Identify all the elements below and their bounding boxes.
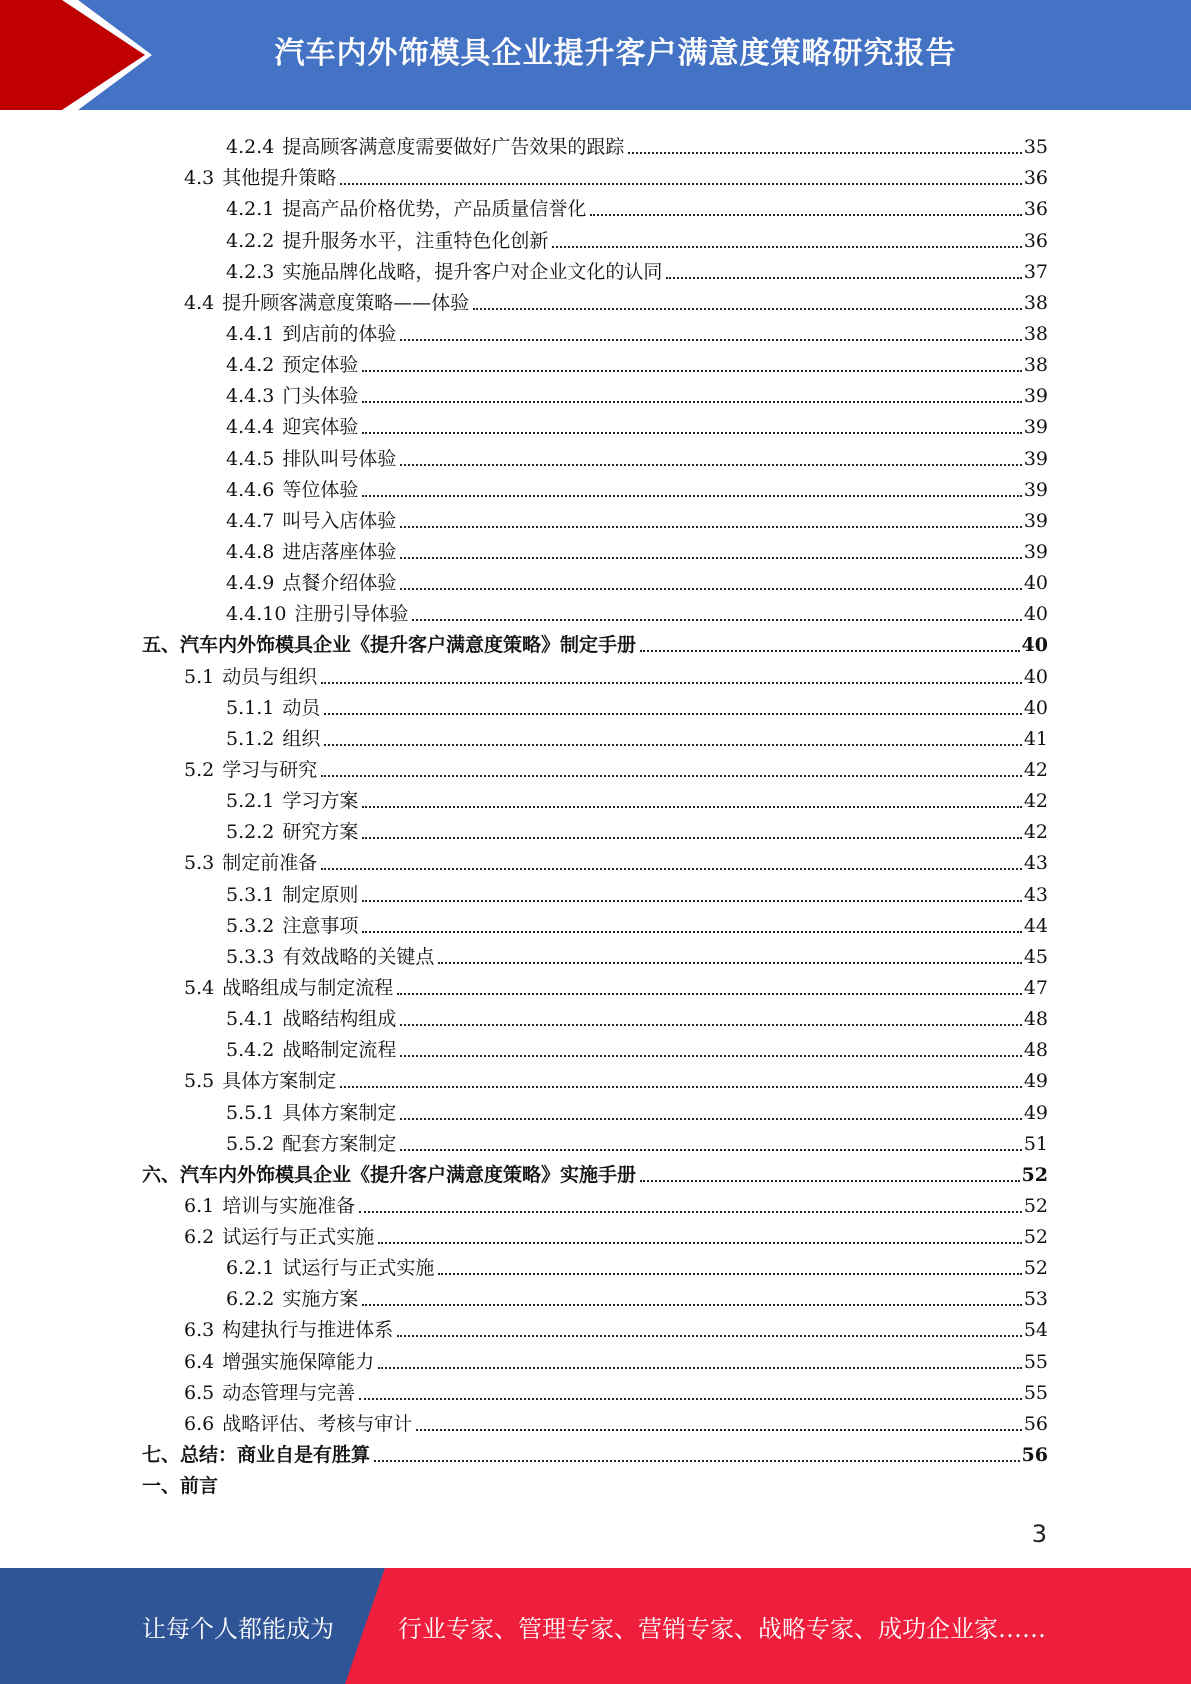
toc-entry-title: 试运行与正式实施 xyxy=(222,1226,375,1249)
toc-entry-number: 4.2.3 xyxy=(226,260,275,283)
page-number: 3 xyxy=(1031,1520,1047,1548)
toc-entry-title: 战略组成与制定流程 xyxy=(222,976,394,999)
toc-entry-number: 6.2.2 xyxy=(226,1288,275,1311)
toc-dot-leader xyxy=(400,1149,1021,1151)
toc-entry xyxy=(142,253,1048,284)
toc-entry xyxy=(142,1342,1048,1373)
toc-dot-leader xyxy=(412,619,1021,621)
toc-entry-page: 38 xyxy=(1023,291,1048,314)
toc-entry-number: 4.4.8 xyxy=(226,540,275,563)
toc-entry xyxy=(142,1156,1048,1187)
toc-entry-page: 49 xyxy=(1023,1070,1048,1093)
toc-entry-number: 5.2.2 xyxy=(226,821,275,844)
toc-entry-title: 具体方案制定 xyxy=(222,1070,337,1093)
toc-entry xyxy=(142,1467,1048,1498)
toc-entry-number: 6.2.1 xyxy=(226,1257,275,1280)
toc-entry-number: 5.2.1 xyxy=(226,790,275,813)
toc-entry-page: 36 xyxy=(1023,167,1048,190)
toc-dot-leader xyxy=(362,806,1021,808)
toc-entry-number: 5.5.1 xyxy=(226,1101,275,1124)
toc-entry-page: 35 xyxy=(1023,136,1048,159)
toc-entry-number: 5.4.1 xyxy=(226,1008,275,1031)
toc-dot-leader xyxy=(362,401,1021,403)
footer-slogan-left: 让每个人都能成为 xyxy=(142,1614,334,1643)
toc-entry-page: 53 xyxy=(1023,1288,1048,1311)
toc-entry xyxy=(142,377,1048,408)
toc-entry-title: 动员 xyxy=(282,696,321,719)
toc-entry xyxy=(142,595,1048,626)
toc-entry xyxy=(142,1031,1048,1062)
toc-entry-number: 5.3.2 xyxy=(226,914,275,937)
toc-dot-leader xyxy=(640,1180,1020,1182)
toc-entry-page: 51 xyxy=(1023,1132,1048,1155)
toc-entry xyxy=(142,408,1048,439)
toc-entry-page: 39 xyxy=(1023,416,1048,439)
toc-entry xyxy=(142,813,1048,844)
toc-entry-title: 注意事项 xyxy=(282,914,359,937)
toc-entry-title: 增强实施保障能力 xyxy=(222,1350,375,1373)
toc-entry-number: 5.1.2 xyxy=(226,727,275,750)
toc-entry-page: 42 xyxy=(1023,758,1048,781)
toc-entry-title: 实施品牌化战略，提升客户对企业文化的认同 xyxy=(282,260,663,283)
toc-dot-leader xyxy=(340,183,1022,185)
toc-entry-page: 48 xyxy=(1023,1008,1048,1031)
page-header xyxy=(0,0,1191,110)
toc-entry-number: 4.3 xyxy=(184,167,215,190)
toc-entry-title: 其他提升策略 xyxy=(222,167,337,190)
toc-dot-leader xyxy=(321,775,1022,777)
toc-entry-page: 37 xyxy=(1023,260,1048,283)
toc-dot-leader xyxy=(400,588,1021,590)
toc-entry-page: 44 xyxy=(1023,914,1048,937)
toc-entry-page: 38 xyxy=(1023,354,1048,377)
toc-entry-title: 提高产品价格优势，产品质量信誉化 xyxy=(282,198,587,221)
toc-dot-leader xyxy=(438,1273,1021,1275)
toc-entry xyxy=(142,1436,1048,1467)
toc-entry xyxy=(142,720,1048,751)
toc-entry-number: 5.1 xyxy=(184,665,215,688)
toc-dot-leader xyxy=(400,464,1021,466)
toc-dot-leader xyxy=(397,1335,1022,1337)
table-of-contents xyxy=(142,128,1048,1498)
toc-entry xyxy=(142,1374,1048,1405)
toc-dot-leader xyxy=(397,993,1022,995)
toc-entry-number: 5.4.2 xyxy=(226,1039,275,1062)
toc-entry xyxy=(142,1093,1048,1124)
toc-entry-number: 5.3 xyxy=(184,852,215,875)
toc-entry xyxy=(142,1280,1048,1311)
toc-entry-number: 4.4.2 xyxy=(226,354,275,377)
toc-entry-number: 5.1.1 xyxy=(226,696,275,719)
page-footer xyxy=(0,1568,1191,1684)
toc-dot-leader xyxy=(374,1460,1020,1462)
toc-dot-leader xyxy=(362,837,1021,839)
toc-entry-page: 43 xyxy=(1023,852,1048,875)
toc-entry-page: 52 xyxy=(1023,1226,1048,1249)
toc-entry-title: 战略结构组成 xyxy=(282,1008,397,1031)
toc-dot-leader xyxy=(400,1024,1021,1026)
toc-entry-number: 5.3.3 xyxy=(226,945,275,968)
toc-entry-page: 39 xyxy=(1023,447,1048,470)
toc-entry-page: 40 xyxy=(1023,603,1048,626)
toc-entry-page: 43 xyxy=(1023,883,1048,906)
toc-entry-title: 有效战略的关键点 xyxy=(282,945,435,968)
toc-entry-number: 6.1 xyxy=(184,1194,215,1217)
toc-dot-leader xyxy=(400,1118,1021,1120)
toc-entry-title: 提升服务水平，注重特色化创新 xyxy=(282,229,549,252)
toc-entry-page: 55 xyxy=(1023,1381,1048,1404)
footer-slogan-right: 行业专家、管理专家、营销专家、战略专家、成功企业家…… xyxy=(398,1614,1046,1643)
toc-entry-number: 4.4.5 xyxy=(226,447,275,470)
toc-entry-title: 具体方案制定 xyxy=(282,1101,397,1124)
toc-entry xyxy=(142,128,1048,159)
toc-dot-leader xyxy=(362,432,1021,434)
toc-entry-title: 配套方案制定 xyxy=(282,1132,397,1155)
toc-entry xyxy=(142,1311,1048,1342)
toc-entry-title: 等位体验 xyxy=(282,478,359,501)
toc-entry-title: 培训与实施准备 xyxy=(222,1194,356,1217)
toc-entry xyxy=(142,471,1048,502)
toc-entry-title: 战略评估、考核与审计 xyxy=(222,1412,413,1435)
toc-entry-number: 4.4 xyxy=(184,291,215,314)
toc-dot-leader xyxy=(400,339,1021,341)
toc-entry-page: 39 xyxy=(1023,478,1048,501)
toc-entry xyxy=(142,751,1048,782)
toc-entry-number: 5.3.1 xyxy=(226,883,275,906)
toc-entry-page: 52 xyxy=(1023,1194,1048,1217)
toc-entry xyxy=(142,907,1048,938)
toc-entry-title: 到店前的体验 xyxy=(282,322,397,345)
toc-entry-number: 4.4.1 xyxy=(226,322,275,345)
toc-entry-page: 36 xyxy=(1023,198,1048,221)
toc-dot-leader xyxy=(628,152,1021,154)
toc-entry-page: 52 xyxy=(1021,1163,1048,1186)
toc-entry-number: 6.6 xyxy=(184,1412,215,1435)
toc-entry-page: 47 xyxy=(1023,976,1048,999)
toc-entry-title: 制定前准备 xyxy=(222,852,318,875)
toc-dot-leader xyxy=(340,1086,1022,1088)
toc-dot-leader xyxy=(362,931,1021,933)
toc-entry-title: 构建执行与推进体系 xyxy=(222,1319,394,1342)
toc-entry xyxy=(142,1000,1048,1031)
toc-entry-number: 4.4.3 xyxy=(226,385,275,408)
toc-entry xyxy=(142,626,1048,657)
toc-entry xyxy=(142,689,1048,720)
toc-entry-title: 迎宾体验 xyxy=(282,416,359,439)
toc-entry-title: 五、汽车内外饰模具企业《提升客户满意度策略》制定手册 xyxy=(142,634,637,657)
toc-entry xyxy=(142,782,1048,813)
toc-entry xyxy=(142,844,1048,875)
toc-entry-title: 学习方案 xyxy=(282,790,359,813)
toc-entry-page: 42 xyxy=(1023,790,1048,813)
toc-entry-title: 制定原则 xyxy=(282,883,359,906)
toc-dot-leader xyxy=(400,557,1021,559)
toc-entry-title: 叫号入店体验 xyxy=(282,509,397,532)
toc-dot-leader xyxy=(359,1398,1022,1400)
toc-entry-page: 39 xyxy=(1023,385,1048,408)
toc-dot-leader xyxy=(378,1242,1022,1244)
toc-entry xyxy=(142,346,1048,377)
toc-entry xyxy=(142,875,1048,906)
toc-entry xyxy=(142,1125,1048,1156)
toc-entry-title: 动员与组织 xyxy=(222,665,318,688)
toc-entry-page: 40 xyxy=(1021,634,1048,657)
toc-entry-title: 注册引导体验 xyxy=(294,603,409,626)
toc-entry-number: 4.2.1 xyxy=(226,198,275,221)
toc-entry-number: 4.2.2 xyxy=(226,229,275,252)
toc-entry-number: 4.4.10 xyxy=(226,603,287,626)
toc-entry-title: 进店落座体验 xyxy=(282,540,397,563)
toc-entry xyxy=(142,1187,1048,1218)
toc-entry-page: 48 xyxy=(1023,1039,1048,1062)
toc-entry-title: 预定体验 xyxy=(282,354,359,377)
toc-entry xyxy=(142,1249,1048,1280)
toc-entry-title: 一、前言 xyxy=(142,1475,219,1498)
toc-entry xyxy=(142,1405,1048,1436)
toc-entry-title: 六、汽车内外饰模具企业《提升客户满意度策略》实施手册 xyxy=(142,1163,637,1186)
toc-entry-page: 40 xyxy=(1023,572,1048,595)
toc-entry xyxy=(142,969,1048,1000)
toc-dot-leader xyxy=(321,682,1022,684)
toc-dot-leader xyxy=(324,713,1021,715)
report-title: 汽车内外饰模具企业提升客户满意度策略研究报告 xyxy=(274,36,957,71)
toc-entry xyxy=(142,221,1048,252)
toc-entry-title: 研究方案 xyxy=(282,821,359,844)
toc-entry-page: 40 xyxy=(1023,665,1048,688)
toc-entry-page: 40 xyxy=(1023,696,1048,719)
toc-entry-page: 38 xyxy=(1023,322,1048,345)
toc-entry xyxy=(142,564,1048,595)
toc-entry xyxy=(142,502,1048,533)
toc-dot-leader xyxy=(400,1055,1021,1057)
toc-entry-number: 6.5 xyxy=(184,1381,215,1404)
toc-entry xyxy=(142,284,1048,315)
toc-entry-page: 45 xyxy=(1023,945,1048,968)
toc-entry-number: 6.3 xyxy=(184,1319,215,1342)
toc-dot-leader xyxy=(378,1367,1022,1369)
toc-entry xyxy=(142,439,1048,470)
toc-entry xyxy=(142,533,1048,564)
toc-dot-leader xyxy=(552,246,1021,248)
toc-entry-page: 54 xyxy=(1023,1319,1048,1342)
toc-entry xyxy=(142,315,1048,346)
toc-entry-number: 6.4 xyxy=(184,1350,215,1373)
toc-entry xyxy=(142,159,1048,190)
toc-entry-title: 提高顾客满意度需要做好广告效果的跟踪 xyxy=(282,136,625,159)
toc-dot-leader xyxy=(362,495,1021,497)
toc-dot-leader xyxy=(438,962,1021,964)
toc-entry-number: 5.5 xyxy=(184,1070,215,1093)
toc-entry-number: 4.4.6 xyxy=(226,478,275,501)
toc-entry-title: 七、总结：商业自是有胜算 xyxy=(142,1444,371,1467)
toc-entry-number: 4.4.7 xyxy=(226,509,275,532)
toc-dot-leader xyxy=(359,1211,1022,1213)
toc-dot-leader xyxy=(416,1429,1022,1431)
toc-entry-page: 52 xyxy=(1023,1257,1048,1280)
toc-entry-title: 实施方案 xyxy=(282,1288,359,1311)
toc-entry xyxy=(142,1062,1048,1093)
toc-entry-title: 排队叫号体验 xyxy=(282,447,397,470)
toc-dot-leader xyxy=(362,370,1021,372)
toc-entry xyxy=(142,190,1048,221)
toc-entry-number: 4.4.4 xyxy=(226,416,275,439)
toc-entry-page: 36 xyxy=(1023,229,1048,252)
toc-dot-leader xyxy=(362,1304,1021,1306)
toc-dot-leader xyxy=(321,868,1022,870)
toc-entry-page: 41 xyxy=(1023,727,1048,750)
toc-dot-leader xyxy=(473,308,1022,310)
toc-entry xyxy=(142,1218,1048,1249)
toc-dot-leader xyxy=(590,214,1021,216)
toc-entry-title: 战略制定流程 xyxy=(282,1039,397,1062)
toc-dot-leader xyxy=(666,277,1021,279)
toc-entry-page: 56 xyxy=(1023,1412,1048,1435)
toc-entry-title: 门头体验 xyxy=(282,385,359,408)
toc-dot-leader xyxy=(400,526,1021,528)
toc-dot-leader xyxy=(362,900,1021,902)
toc-entry xyxy=(142,657,1048,688)
toc-dot-leader xyxy=(324,744,1021,746)
toc-entry-page: 55 xyxy=(1023,1350,1048,1373)
toc-entry-title: 试运行与正式实施 xyxy=(282,1257,435,1280)
toc-entry-number: 5.2 xyxy=(184,758,215,781)
toc-entry-number: 5.4 xyxy=(184,976,215,999)
toc-entry-page: 56 xyxy=(1021,1444,1048,1467)
toc-entry-title: 动态管理与完善 xyxy=(222,1381,356,1404)
toc-dot-leader xyxy=(640,650,1020,652)
toc-entry-number: 6.2 xyxy=(184,1226,215,1249)
toc-entry-page: 39 xyxy=(1023,509,1048,532)
toc-entry-page: 39 xyxy=(1023,540,1048,563)
toc-entry-title: 组织 xyxy=(282,727,321,750)
toc-entry-title: 点餐介绍体验 xyxy=(282,572,397,595)
toc-entry-page: 42 xyxy=(1023,821,1048,844)
toc-entry-title: 学习与研究 xyxy=(222,758,318,781)
toc-entry-page: 49 xyxy=(1023,1101,1048,1124)
toc-entry-title: 提升顾客满意度策略——体验 xyxy=(222,291,470,314)
toc-entry xyxy=(142,938,1048,969)
toc-entry-number: 5.5.2 xyxy=(226,1132,275,1155)
toc-entry-number: 4.4.9 xyxy=(226,572,275,595)
toc-entry-number: 4.2.4 xyxy=(226,136,275,159)
header-red-arrow xyxy=(0,0,145,110)
